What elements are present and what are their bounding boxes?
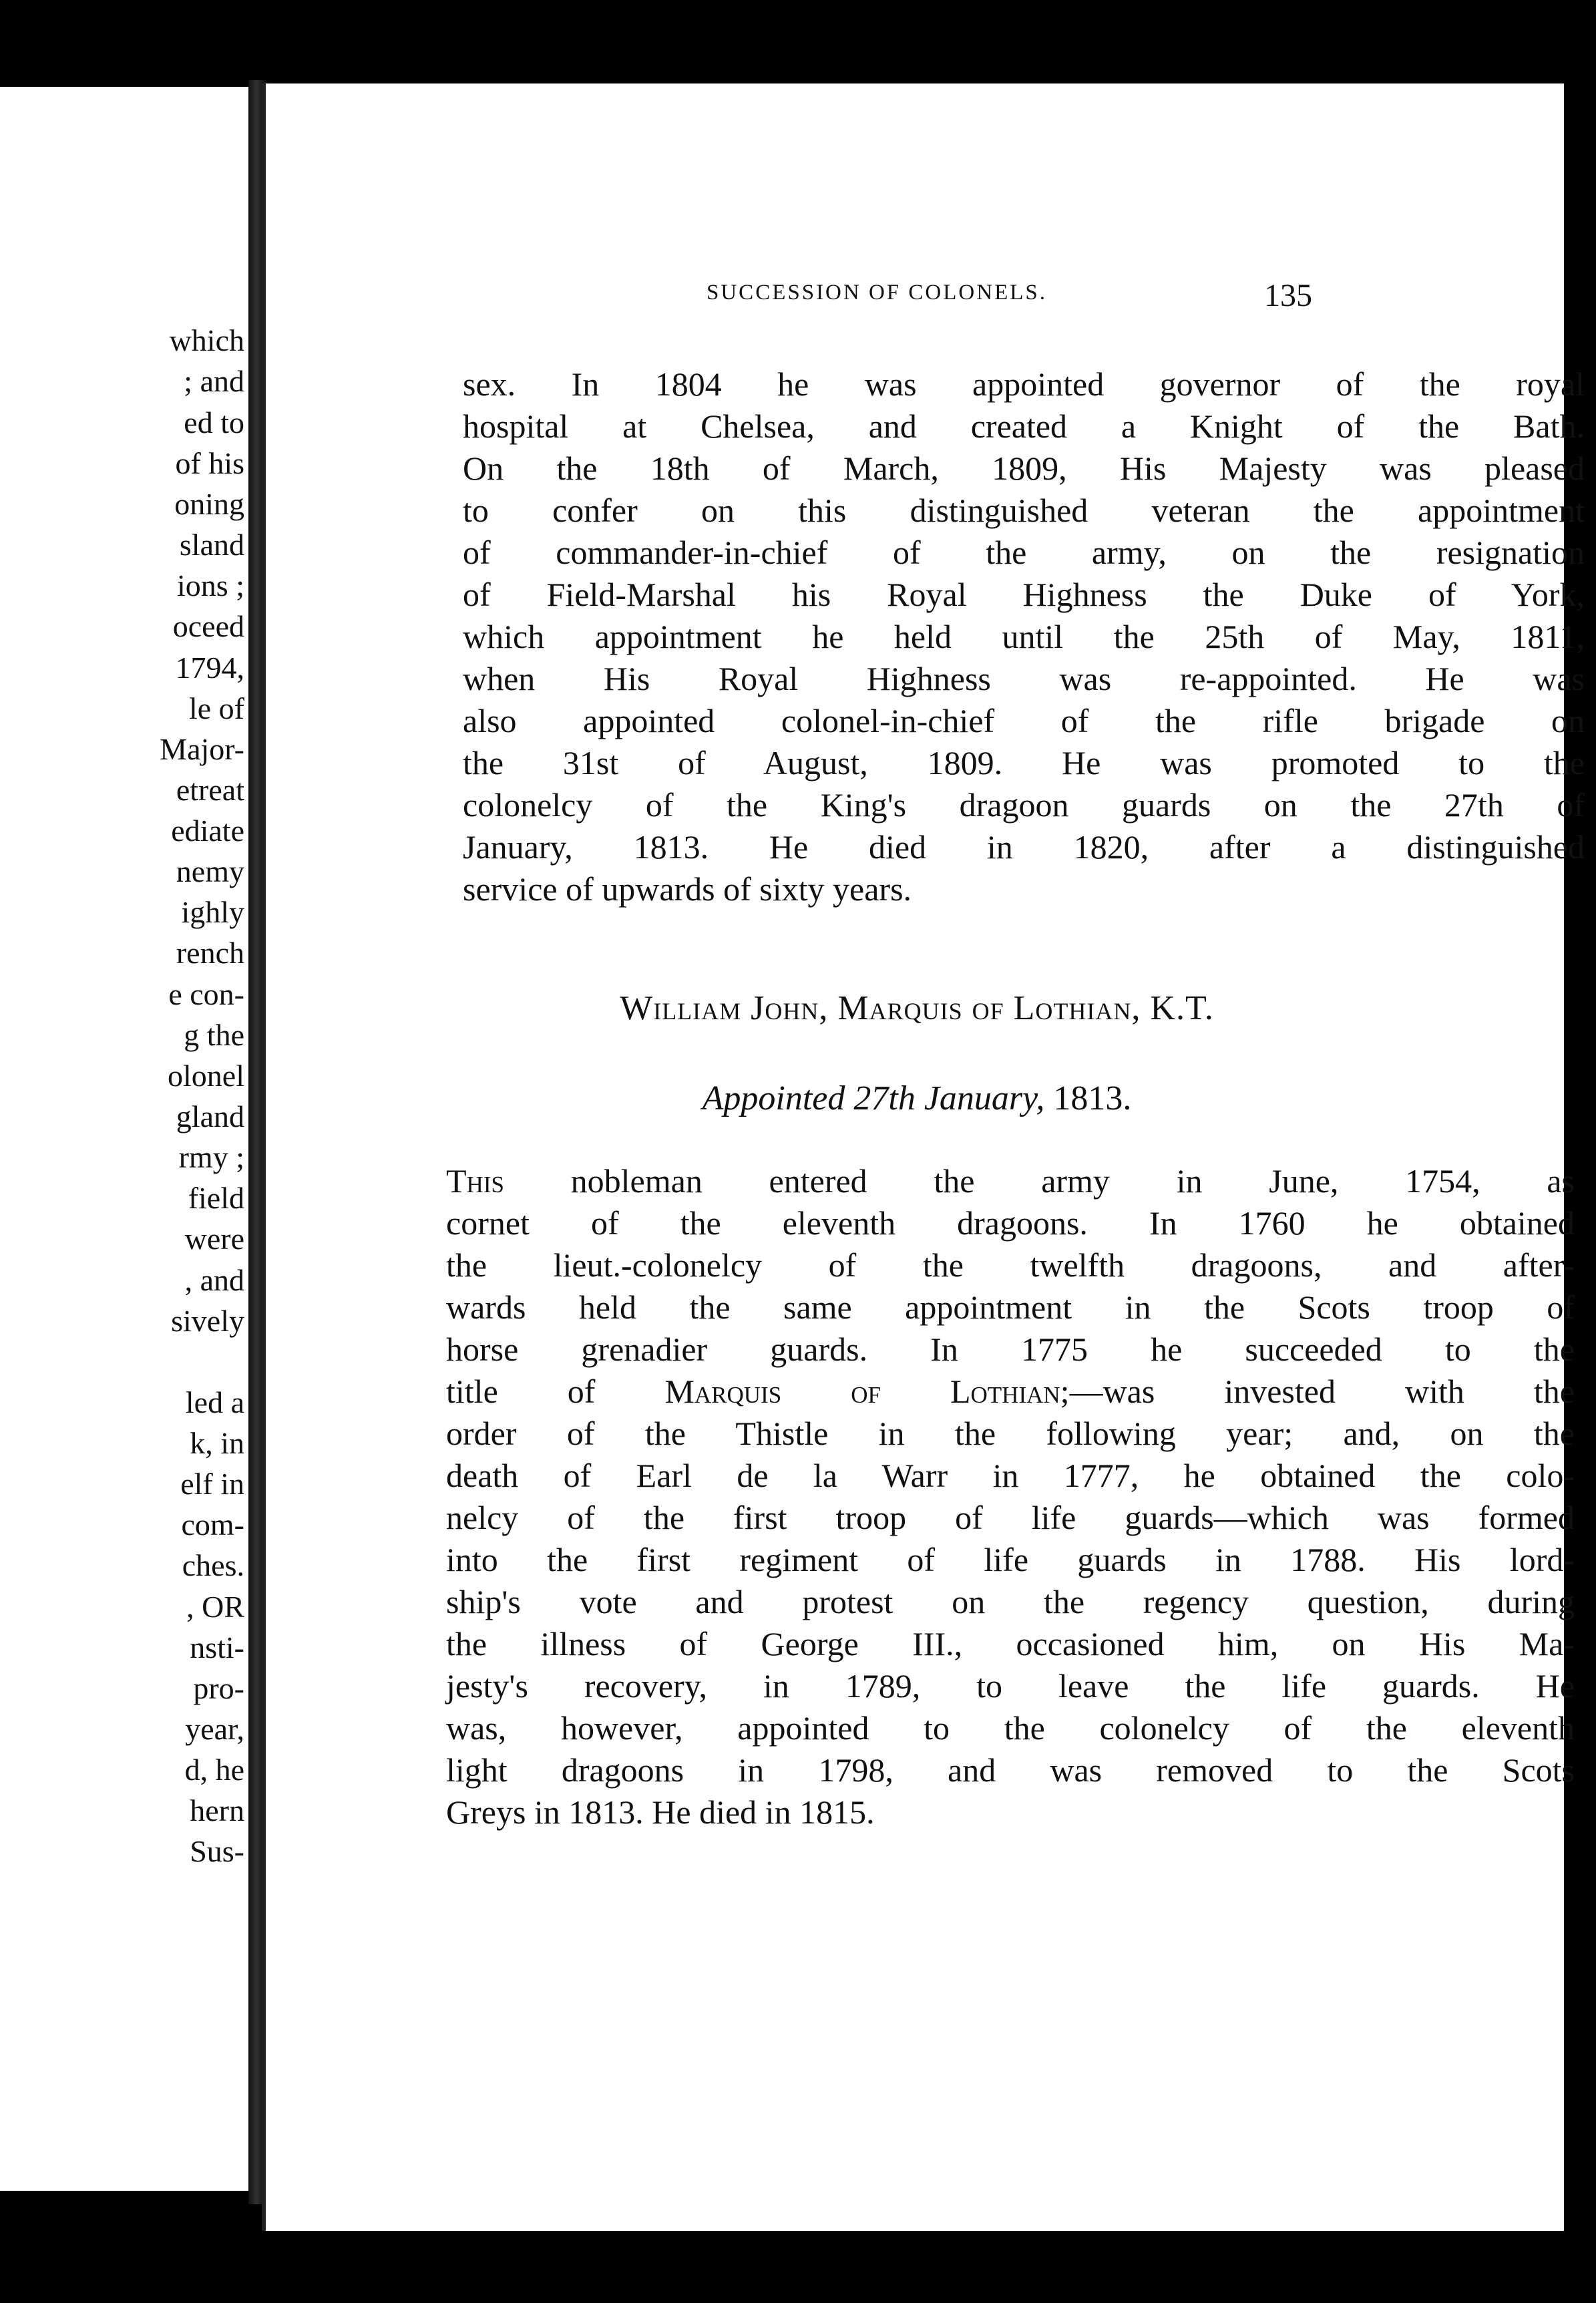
text-line: was, however, appointed to the colonelcy of the eleventh: [446, 1709, 1575, 1747]
left-page-fragment: etreat: [176, 773, 244, 807]
text-line: which appointment he held until the 25th of May, 1811,: [463, 618, 1585, 655]
text-line: [446, 1164, 1575, 1198]
text-line: ship's vote and protest on the regency question, during: [446, 1583, 1575, 1620]
text-line: jesty's recovery, in 1789, to leave the life guards. He: [446, 1667, 1575, 1705]
text-line: Greys in 1813. He died in 1815.: [446, 1793, 875, 1831]
left-page-fragment: rmy ;: [178, 1140, 244, 1174]
text-line: hospital at Chelsea, and created a Knight of the Bath.: [463, 407, 1585, 445]
left-page-fragment: le of: [188, 691, 244, 725]
left-page-fragment: 1794,: [175, 651, 244, 685]
left-page-fragment: ions ;: [177, 568, 244, 602]
text-line: of Field-Marshal his Royal Highness the Duke of York,: [463, 576, 1585, 613]
left-page-fragment: led a: [185, 1385, 244, 1419]
running-head: SUCCESSION OF COLONELS.: [707, 281, 1047, 305]
left-page-fragment: olonel: [168, 1059, 244, 1093]
left-page-fragment: Major-: [160, 732, 244, 766]
text-span: nobleman entered the army in June, 1754, as: [504, 1162, 1575, 1200]
right-page: [262, 83, 1585, 2231]
text-line: also appointed colonel-in-chief of the rifle brigade on: [463, 702, 1585, 739]
left-page-fragment: which: [169, 323, 244, 357]
section-heading: William John, Marquis of Lothian, K.T.: [620, 989, 1214, 1027]
appointment-label: Appointed 27th January,: [702, 1079, 1045, 1117]
text-line: wards held the same appointment in the Scots troop of: [446, 1288, 1575, 1326]
left-page-fragment: g the: [184, 1018, 244, 1052]
text-line: colonelcy of the King's dragoon guards on the 27th of: [463, 786, 1585, 824]
left-facing-page: [0, 87, 248, 2191]
left-page-fragment: Sus-: [190, 1834, 244, 1868]
text-line: January, 1813. He died in 1820, after a distinguished: [463, 828, 1585, 866]
left-page-fragment: hern: [190, 1793, 244, 1827]
text-line: the lieut.-colonelcy of the twelfth dragoons, and after-: [446, 1246, 1575, 1284]
left-page-fragment: sland: [179, 528, 244, 562]
left-page-fragment: field: [188, 1181, 244, 1215]
left-page-fragment: rench: [176, 936, 244, 970]
text-line: of commander-in-chief of the army, on the resignation: [463, 534, 1585, 571]
title-smallcaps: Marquis of Lothian: [664, 1373, 1060, 1410]
left-page-fragment: k, in: [190, 1426, 244, 1460]
text-line: to confer on this distinguished veteran the appointment: [463, 492, 1585, 529]
left-page-fragment: ches.: [182, 1548, 244, 1582]
left-page-fragment: ighly: [181, 895, 244, 929]
text-line: [446, 1375, 1575, 1408]
left-page-fragment: gland: [176, 1099, 244, 1133]
left-page-fragment: d, he: [184, 1753, 244, 1787]
left-page-fragment: pro-: [193, 1671, 244, 1705]
left-page-fragment: were: [184, 1222, 244, 1256]
left-page-fragment: nsti-: [190, 1630, 244, 1664]
left-page-fragment: nemy: [176, 854, 244, 888]
left-page-fragment: , and: [184, 1263, 244, 1297]
left-page-fragment: com-: [181, 1508, 244, 1542]
text-line: into the first regiment of life guards in 1788. His lord-: [446, 1541, 1575, 1578]
text-line: service of upwards of sixty years.: [463, 870, 912, 908]
text-line: sex. In 1804 he was appointed governor of the royal: [463, 365, 1585, 403]
appointment-date: [266, 1079, 1568, 1118]
left-page-fragment: sively: [171, 1304, 244, 1338]
text-line: On the 18th of March, 1809, His Majesty was pleased: [463, 450, 1585, 487]
left-page-fragment: oceed: [172, 609, 244, 643]
text-line: death of Earl de la Warr in 1777, he obtained the colo-: [446, 1457, 1575, 1494]
left-page-fragment: ; and: [184, 364, 244, 398]
left-page-fragment: year,: [185, 1712, 244, 1746]
left-page-fragment: ediate: [171, 814, 244, 848]
left-page-fragment: , OR: [186, 1590, 244, 1624]
text-line: the 31st of August, 1809. He was promoted to the: [463, 744, 1585, 781]
text-line: the illness of George III., occasioned him, on His Ma-: [446, 1625, 1575, 1662]
text-span: title of: [446, 1373, 665, 1410]
left-page-fragment: elf in: [180, 1467, 244, 1501]
left-page-fragment: e con-: [168, 977, 244, 1011]
left-page-fragment: oning: [174, 487, 244, 521]
left-page-fragment: ed to: [184, 405, 244, 439]
text-line: nelcy of the first troop of life guards—which was formed: [446, 1499, 1575, 1536]
text-line: order of the Thistle in the following year; and, on the: [446, 1415, 1575, 1452]
text-line: cornet of the eleventh dragoons. In 1760 he obtained: [446, 1204, 1575, 1242]
opening-word: This: [446, 1162, 504, 1200]
text-line: when His Royal Highness was re-appointed. He was: [463, 660, 1585, 697]
appointment-year: 1813.: [1044, 1079, 1132, 1117]
text-line: light dragoons in 1798, and was removed to the Scots: [446, 1751, 1575, 1789]
text-line: horse grenadier guards. In 1775 he succeeded to the: [446, 1331, 1575, 1368]
left-page-fragment: of his: [175, 446, 244, 480]
text-span: ;—was invested with the: [1060, 1373, 1575, 1410]
page-number: 135: [1264, 278, 1312, 313]
